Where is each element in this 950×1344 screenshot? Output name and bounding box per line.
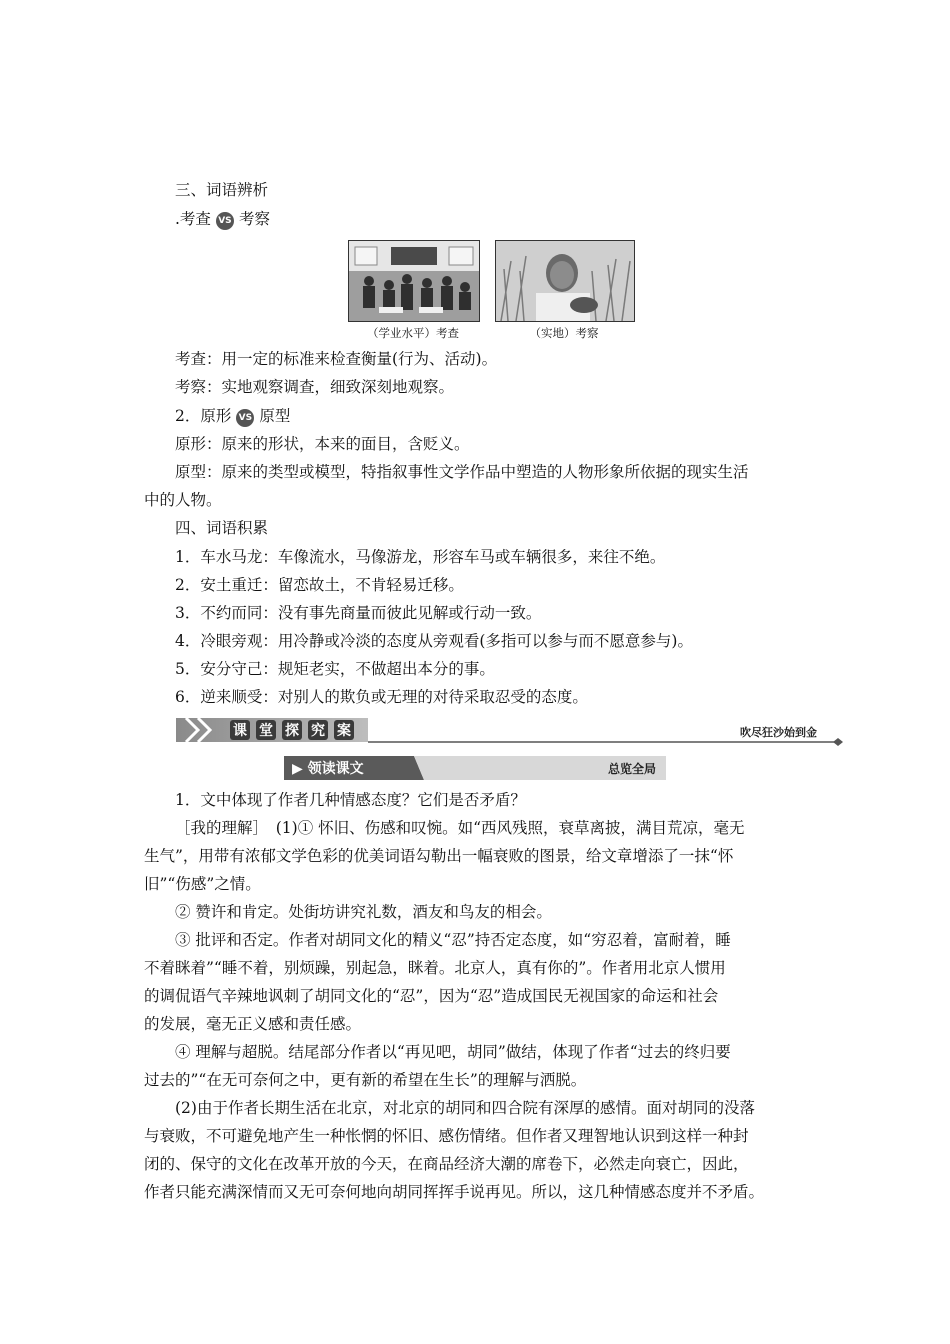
answer-line: 的发展，毫无正义感和责任感。 bbox=[144, 1015, 362, 1033]
answer-line: (2)由于作者长期生活在北京，对北京的胡同和四合院有深厚的感情。面对胡同的没落 bbox=[175, 1099, 755, 1117]
sub-banner-title: ▶ 领读课文 bbox=[292, 761, 364, 777]
pair1-word-b: 考察 bbox=[238, 210, 270, 228]
field-photo bbox=[495, 240, 635, 322]
answer-line: 的调侃语气辛辣地讽刺了胡同文化的“忍”，因为“忍”造成国民无视国家的命运和社会 bbox=[144, 987, 719, 1005]
pair2-def1: 原形：原来的形状，本来的面目，含贬义。 bbox=[175, 435, 470, 453]
pair2-word-a: 2．原形 bbox=[175, 407, 232, 425]
caption-left: （学业水平）考查 bbox=[367, 326, 459, 340]
banner-char: 究 bbox=[311, 723, 325, 739]
answer-line: 不着眯着”“睡不着，别烦躁，别起急，眯着。北京人，真有你的”。作者用北京人惯用 bbox=[144, 959, 726, 977]
section3-title: 三、词语辨析 bbox=[175, 181, 269, 199]
caption-right: （实地）考察 bbox=[529, 326, 599, 340]
banner-char: 堂 bbox=[259, 723, 273, 739]
banner-motto: 吹尽狂沙始到金 bbox=[740, 726, 817, 739]
answer-line: ④ 理解与超脱。结尾部分作者以“再见吧，胡同”做结，体现了作者“过去的终归要 bbox=[175, 1043, 731, 1061]
vs-icon: VS bbox=[236, 409, 254, 427]
pair1-word-a: .考查 bbox=[175, 210, 211, 228]
banner-char: 探 bbox=[285, 723, 299, 739]
list-item: 3．不约而同：没有事先商量而彼此见解或行动一致。 bbox=[175, 604, 542, 622]
list-item: 1．车水马龙：车像流水，马像游龙，形容车马或车辆很多，来往不绝。 bbox=[175, 548, 666, 566]
answer-line: 过去的”“在无可奈何之中，更有新的希望在生长”的理解与洒脱。 bbox=[144, 1071, 587, 1089]
answer-line: ［我的理解］ (1)① 怀旧、伤感和叹惋。如“西风残照，衰草离披，满目荒凉，毫无 bbox=[175, 819, 745, 837]
answer-line: 生气”，用带有浓郁文学色彩的优美词语勾勒出一幅衰败的图景，给文章增添了一抹“怀 bbox=[144, 847, 734, 865]
list-item: 2．安土重迁：留恋故土，不肯轻易迁移。 bbox=[175, 576, 464, 594]
pair1-heading bbox=[175, 209, 808, 230]
banner-title bbox=[230, 720, 354, 740]
banner-char: 课 bbox=[233, 723, 247, 739]
banner-char: 案 bbox=[337, 723, 351, 739]
pair2-def2-b: 中的人物。 bbox=[144, 491, 222, 509]
answer-line: 旧”“伤感”之情。 bbox=[144, 875, 261, 893]
answer-line: 作者只能充满深情而又无可奈何地向胡同挥挥手说再见。所以，这几种情感态度并不矛盾。 bbox=[144, 1183, 765, 1201]
answer-line: 与衰败，不可避免地产生一种怅惘的怀旧、感伤情绪。但作者又理智地认识到这样一种封 bbox=[144, 1127, 749, 1145]
pair2-word-b: 原型 bbox=[259, 407, 291, 425]
pair2-def2-a: 原型：原来的类型或模型，特指叙事性文学作品中塑造的人物形象所依据的现实生活 bbox=[175, 463, 749, 481]
pair1-def2: 考察：实地观察调查，细致深刻地观察。 bbox=[175, 378, 455, 396]
answer-line: 闭的、保守的文化在改革开放的今天，在商品经济大潮的席卷下，必然走向衰亡，因此， bbox=[144, 1155, 749, 1173]
pair2-heading bbox=[175, 406, 808, 427]
answer-line: ② 赞许和肯定。处街坊讲究礼数，酒友和鸟友的相会。 bbox=[175, 903, 552, 921]
list-item: 5．安分守己：规矩老实，不做超出本分的事。 bbox=[175, 660, 495, 678]
list-item: 4．冷眼旁观：用冷静或冷淡的态度从旁观看(多指可以参与而不愿意参与)。 bbox=[175, 632, 693, 650]
section4-title: 四、词语积累 bbox=[175, 519, 269, 537]
list-item: 6．逆来顺受：对别人的欺负或无理的对待采取忍受的态度。 bbox=[175, 688, 588, 706]
question-text: 1．文中体现了作者几种情感态度？它们是否矛盾？ bbox=[175, 791, 526, 809]
vs-icon: VS bbox=[216, 212, 234, 230]
pair1-def1: 考查：用一定的标准来检查衡量(行为、活动)。 bbox=[175, 350, 498, 368]
answer-line: ③ 批评和否定。作者对胡同文化的精义“忍”持否定态度，如“穷忍着，富耐着，睡 bbox=[175, 931, 731, 949]
sub-banner-tagline: 总览全局 bbox=[607, 762, 656, 776]
sub-banner bbox=[284, 756, 666, 780]
classroom-photo bbox=[348, 240, 480, 322]
